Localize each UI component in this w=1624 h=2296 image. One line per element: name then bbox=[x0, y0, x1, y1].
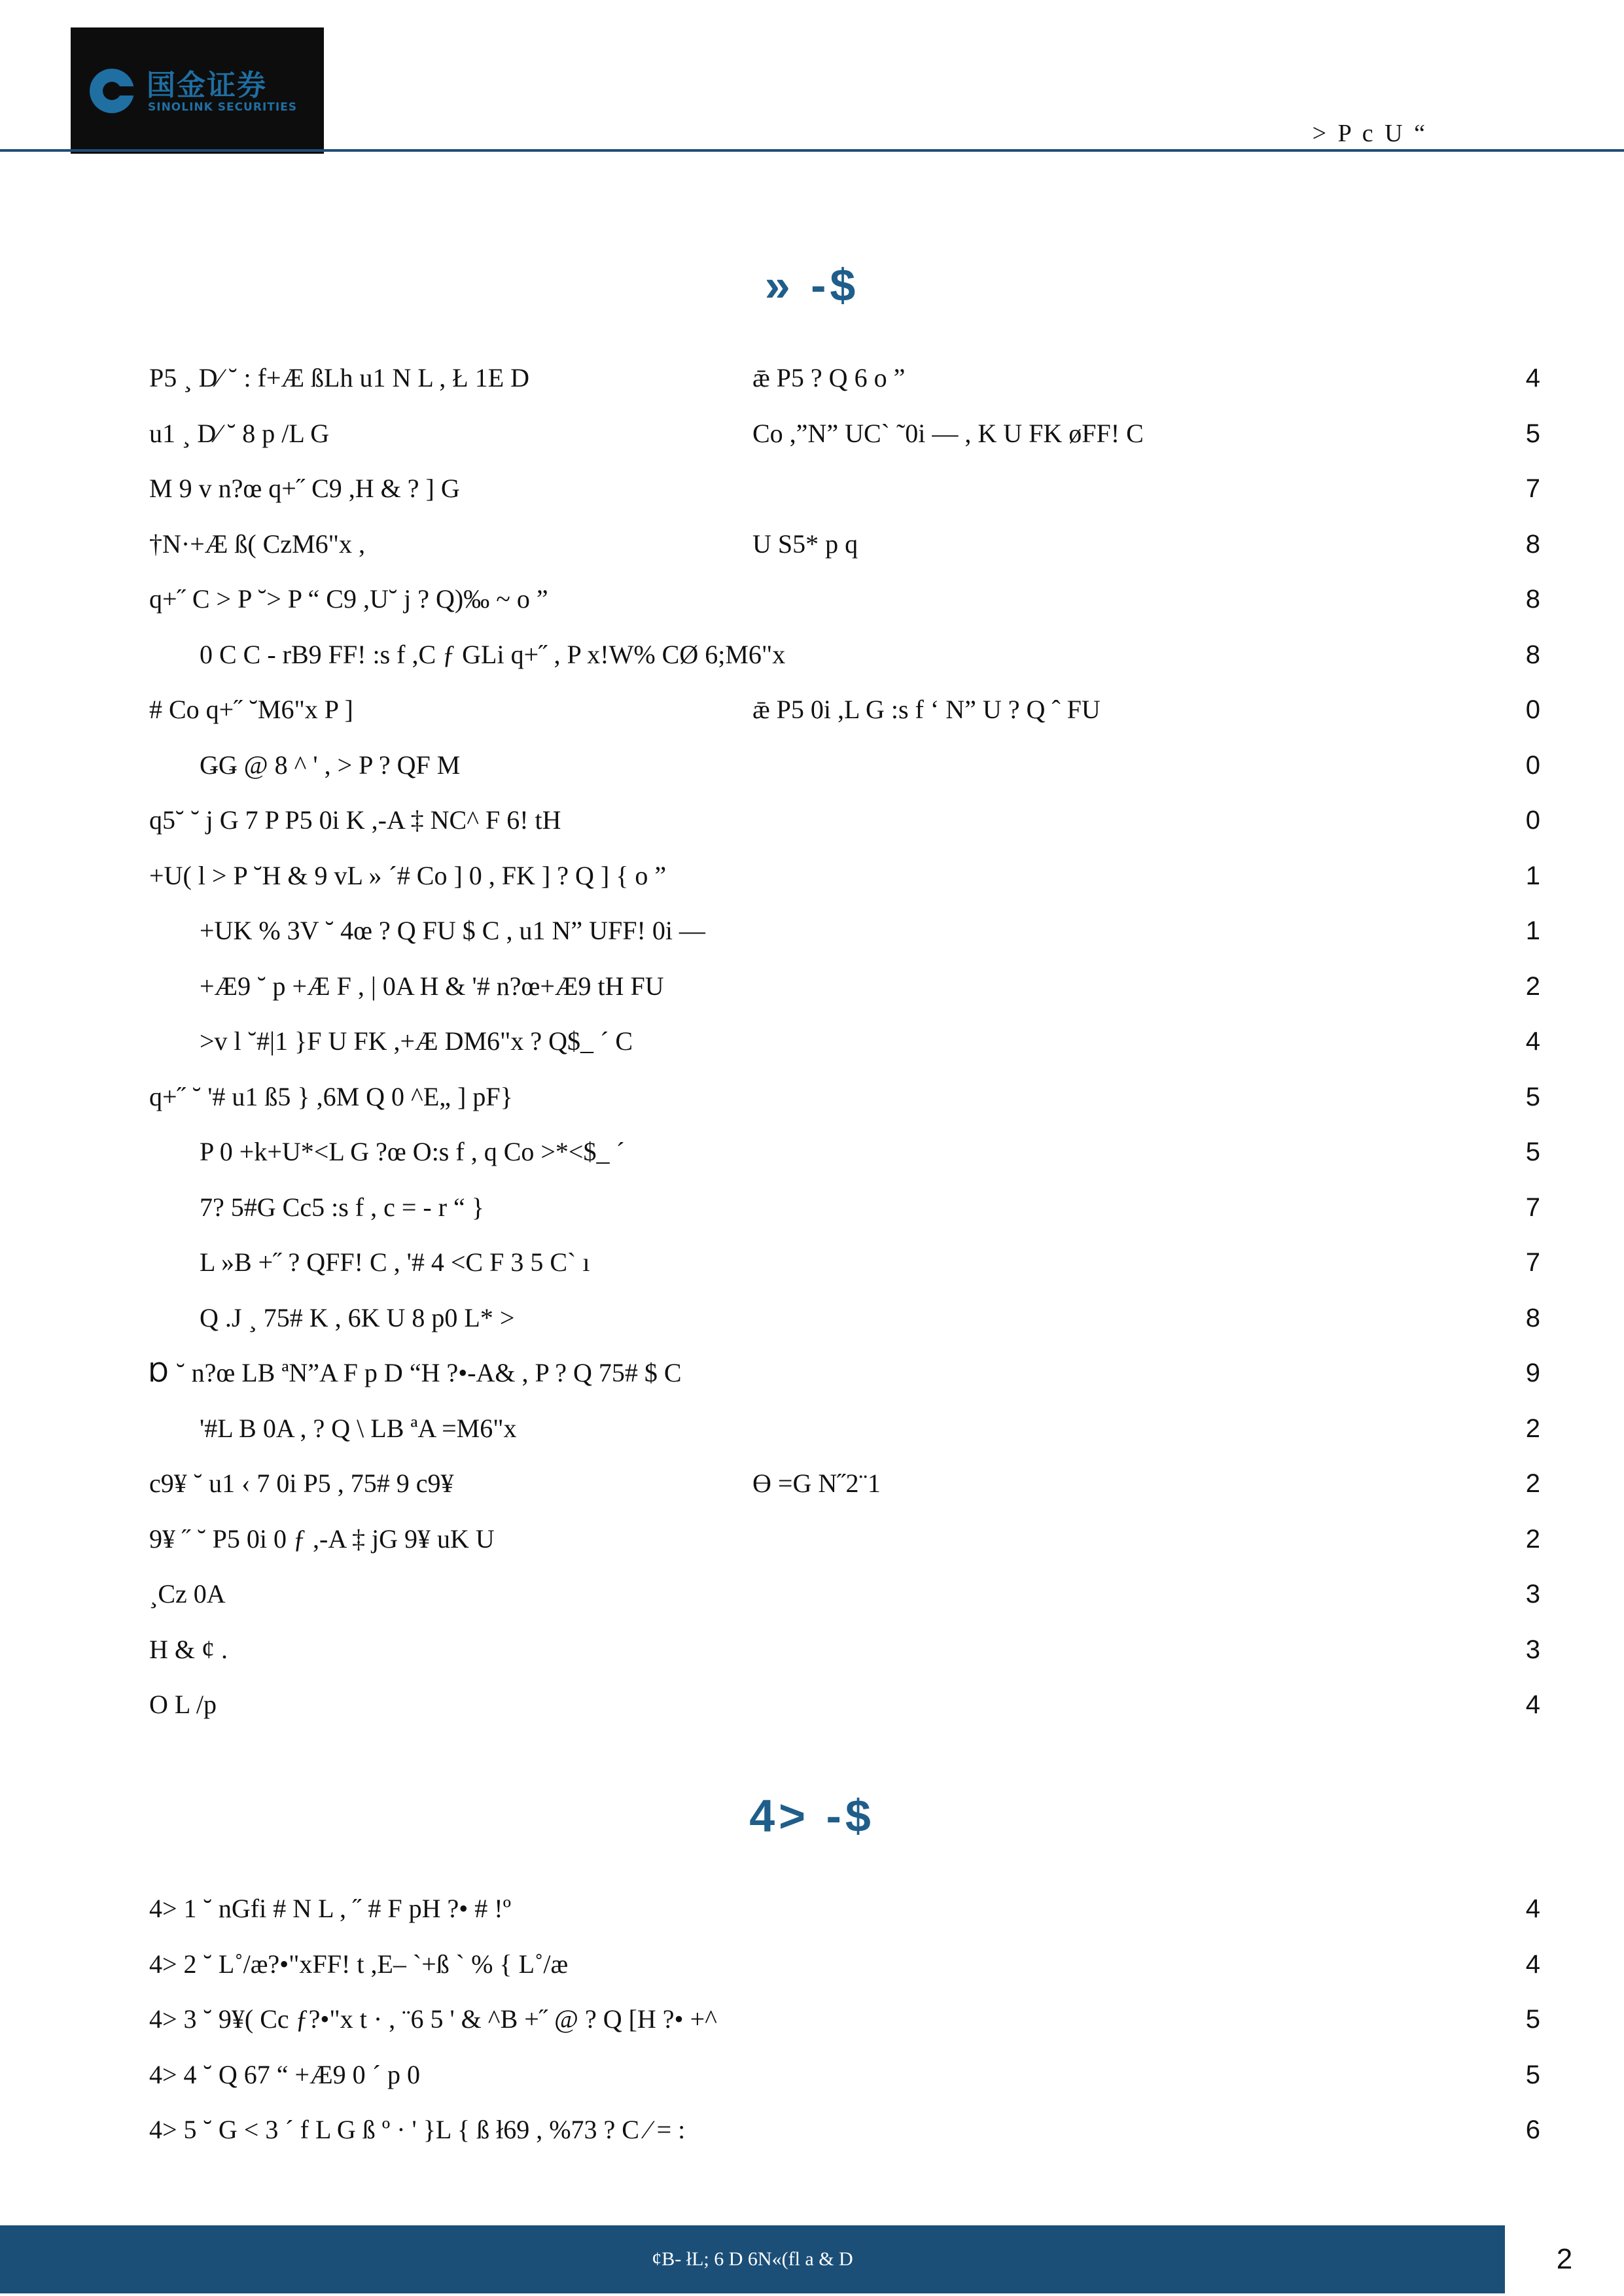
figure-entry-title: 4> 1 ˘ nGfi # N L , ˝ # F pH ?• # !º bbox=[149, 1894, 511, 1923]
toc-entry-title: q+˝ ˘ '# u1 ß5 } ,6M Q 0 ^E„ ] pF} bbox=[149, 1081, 513, 1111]
toc-entry-title: L »B +˝ ? QFF! C , '# 4 <C F 3 5 C` ı bbox=[200, 1247, 590, 1277]
toc-entry[interactable] bbox=[0, 1188, 1624, 1227]
toc-entry-page: 8 bbox=[1525, 529, 1540, 559]
toc-entry[interactable] bbox=[0, 1574, 1624, 1614]
toc-entry[interactable] bbox=[0, 1520, 1624, 1559]
toc-entry-title: M 9 v n?œ q+˝ C9 ,H & ? ] G bbox=[149, 474, 460, 503]
toc-entry-page: 9 bbox=[1525, 1359, 1540, 1387]
contents-title: » -$ bbox=[764, 260, 860, 311]
toc-entry[interactable] bbox=[0, 856, 1624, 896]
logo-english-name: SINOLINK SECURITIES bbox=[148, 101, 298, 114]
toc-entry[interactable] bbox=[0, 469, 1624, 508]
toc-entry-title: +U( l > P ˘H & 9 vL » ´# Co ] 0 , FK ] ? Q ] { o ” bbox=[149, 860, 667, 890]
footer-disclaimer: ¢B- łL; 6 D 6N«(fl a & D bbox=[652, 2248, 853, 2270]
figure-entry-title: 4> 2 ˘ L˚/æ?•"xFF! t ,E– `+ß ` % { L˚/æ bbox=[149, 1949, 569, 1979]
toc-entry-title: Q .J ¸ 75# K , 6K U 8 p0 L* > bbox=[200, 1302, 515, 1332]
toc-entry-title: c9¥ ˘ u1 ‹ 7 0i P5 , 75# 9 c9¥ bbox=[149, 1469, 454, 1498]
toc-entry-title: Ɒ ˘ n?œ LB ªN”A F p D “H ?•-A& , P ? Q 75# $ C bbox=[149, 1358, 682, 1387]
toc-entry[interactable] bbox=[0, 1132, 1624, 1172]
toc-entry-page: 2 bbox=[1525, 1414, 1540, 1443]
header-report-type: > P c U “ bbox=[1312, 120, 1428, 147]
toc-entry-page: 5 bbox=[1525, 1138, 1540, 1166]
toc-entry[interactable] bbox=[0, 580, 1624, 619]
toc-entry-title: q+˝ C > P ˘> P “ C9 ,U˘ j ? Q)‰ ~ o ” bbox=[149, 584, 548, 614]
toc-entry-subtitle: Co ,”N” UC` ˜0i — , K U FK øFF! C bbox=[752, 418, 1144, 448]
toc-entry-title: q5˘ ˘ j G 7 P P5 0i K ,-A ‡ NC^ F 6! tH bbox=[149, 805, 561, 835]
toc-entry-page: 7 bbox=[1525, 474, 1540, 503]
company-logo bbox=[71, 27, 324, 154]
header-divider bbox=[0, 149, 1624, 152]
toc-entry-title: 9¥ ˝ ˘ P5 0i 0 ƒ ,-A ‡ jG 9¥ uK U bbox=[149, 1523, 495, 1554]
logo-chinese-name: 国金证券 bbox=[147, 69, 267, 102]
figure-entry[interactable] bbox=[0, 2055, 1624, 2095]
toc-entry-page: 3 bbox=[1525, 1635, 1540, 1664]
toc-entry-page: 4 bbox=[1525, 1027, 1540, 1056]
figure-entry-title: 4> 4 ˘ Q 67 “ +Æ9 0 ´ p 0 bbox=[149, 2059, 420, 2089]
toc-entry-title: u1 ¸ D⁄ ˘ 8 p /L G bbox=[149, 418, 330, 448]
toc-entry-page: 5 bbox=[1525, 419, 1540, 448]
toc-entry-page: 7 bbox=[1525, 1248, 1540, 1277]
toc-entry[interactable] bbox=[0, 911, 1624, 950]
toc-entry-page: 1 bbox=[1525, 916, 1540, 945]
toc-entry[interactable] bbox=[0, 525, 1624, 564]
toc-entry[interactable] bbox=[0, 1298, 1624, 1338]
toc-entry-title: +Æ9 ˘ p +Æ F , | 0A H & '# n?œ+Æ9 tH FU bbox=[200, 971, 664, 1001]
figure-entry-title: 4> 5 ˘ G < 3 ´ f L G ß º · ' }L { ß ł69 , %73 ? C ⁄ = : bbox=[149, 2115, 686, 2144]
toc-entry-title: O L /p bbox=[149, 1690, 217, 1719]
toc-entry-page: 1 bbox=[1525, 861, 1540, 890]
toc-entry-subtitle: Ɵ =G N˝2¨1 bbox=[752, 1469, 881, 1498]
toc-entry-title: ¸Cz 0A bbox=[149, 1579, 226, 1609]
toc-entry-page: 0 bbox=[1525, 806, 1540, 835]
toc-entry-title: †N·+Æ ß( CzM6"x , bbox=[149, 529, 365, 559]
toc-entry[interactable] bbox=[0, 1077, 1624, 1117]
toc-entry-page: 4 bbox=[1525, 1690, 1540, 1719]
toc-entry-title: 7? 5#G Cc5 :s f , c = - r “ } bbox=[200, 1192, 484, 1222]
figure-entry-title: 4> 3 ˘ 9¥( Cc ƒ?•"x t · , ¨6 5 ' & ^B +˝ @ ? Q [H ?• +^ bbox=[149, 2004, 717, 2034]
toc-entry-title: 0 C C - rB9 FF! :s f ,C ƒ GLi q+˝ , P x!W% CØ 6;M6"x bbox=[200, 639, 786, 669]
figure-entry-page: 5 bbox=[1525, 2060, 1540, 2089]
toc-entry-page: 4 bbox=[1525, 364, 1540, 392]
toc-entry-page: 2 bbox=[1525, 971, 1540, 1001]
toc-entry-page: 8 bbox=[1525, 640, 1540, 669]
toc-entry[interactable] bbox=[0, 1353, 1624, 1393]
figure-entry-page: 4 bbox=[1525, 1949, 1540, 1979]
figure-entry-page: 6 bbox=[1525, 2115, 1540, 2144]
toc-entry-title: >v l ˘#|1 }F U FK ,+Æ DM6"x ? Q$_ ´ C bbox=[200, 1026, 633, 1056]
toc-entry-page: 3 bbox=[1525, 1580, 1540, 1609]
toc-entry-title: +UK % 3V ˘ 4œ ? Q FU $ C , u1 N” UFF! 0i — bbox=[200, 916, 705, 945]
toc-entry-title: P5 ¸ D⁄ ˘ : f+Æ ßLh u1 N L , Ł 1E D bbox=[149, 363, 530, 392]
toc-entry[interactable] bbox=[0, 1630, 1624, 1669]
toc-entry[interactable] bbox=[0, 1022, 1624, 1061]
toc-entry-page: 8 bbox=[1525, 585, 1540, 614]
toc-entry-subtitle: U S5* p q bbox=[752, 529, 858, 559]
toc-entry-page: 0 bbox=[1525, 750, 1540, 780]
toc-entry-subtitle: ǣ P5 ? Q 6 o ” bbox=[752, 363, 906, 392]
toc-entry-title: # Co q+˝ ˘M6"x P ] bbox=[149, 695, 353, 724]
toc-entry[interactable] bbox=[0, 801, 1624, 840]
toc-entry[interactable] bbox=[0, 414, 1624, 453]
figure-entry-page: 5 bbox=[1525, 2005, 1540, 2034]
toc-entry[interactable] bbox=[0, 358, 1624, 398]
toc-entry-title: ǤǤ @ 8 ^ ' , > P ? QF M bbox=[200, 750, 461, 780]
toc-entry[interactable] bbox=[0, 967, 1624, 1006]
figure-entry[interactable] bbox=[0, 2000, 1624, 2039]
toc-entry-page: 2 bbox=[1525, 1524, 1540, 1554]
figure-entry[interactable] bbox=[0, 2110, 1624, 2149]
toc-entry-page: 2 bbox=[1525, 1469, 1540, 1498]
toc-entry[interactable] bbox=[0, 635, 1624, 674]
toc-entry-title: '#L B 0A , ? Q \ LB ªA =M6"x bbox=[200, 1413, 517, 1443]
toc-entry[interactable] bbox=[0, 1464, 1624, 1503]
toc-entry[interactable] bbox=[0, 746, 1624, 785]
toc-entry[interactable] bbox=[0, 1409, 1624, 1448]
toc-entry-title: P 0 +k+U*<L G ?œ O:s f , q Co >*<$_ ´ bbox=[200, 1137, 625, 1166]
figure-entry[interactable] bbox=[0, 1889, 1624, 1928]
page-number: 2 bbox=[1556, 2243, 1573, 2275]
figures-title: 4> -$ bbox=[749, 1790, 875, 1841]
toc-entry-page: 8 bbox=[1525, 1303, 1540, 1332]
logo-emblem-icon bbox=[88, 67, 136, 115]
toc-entry-page: 0 bbox=[1525, 695, 1540, 724]
toc-entry-page: 7 bbox=[1525, 1192, 1540, 1222]
toc-entry[interactable] bbox=[0, 690, 1624, 729]
toc-entry[interactable] bbox=[0, 1243, 1624, 1282]
toc-entry[interactable] bbox=[0, 1685, 1624, 1724]
figure-entry[interactable] bbox=[0, 1945, 1624, 1984]
toc-entry-page: 5 bbox=[1525, 1082, 1540, 1111]
toc-entry-subtitle: ǣ P5 0i ,L G :s f ‘ N” U ? Q ˆ FU bbox=[752, 695, 1101, 724]
figure-entry-page: 4 bbox=[1525, 1894, 1540, 1923]
toc-entry-title: H & ¢ . bbox=[149, 1634, 228, 1664]
